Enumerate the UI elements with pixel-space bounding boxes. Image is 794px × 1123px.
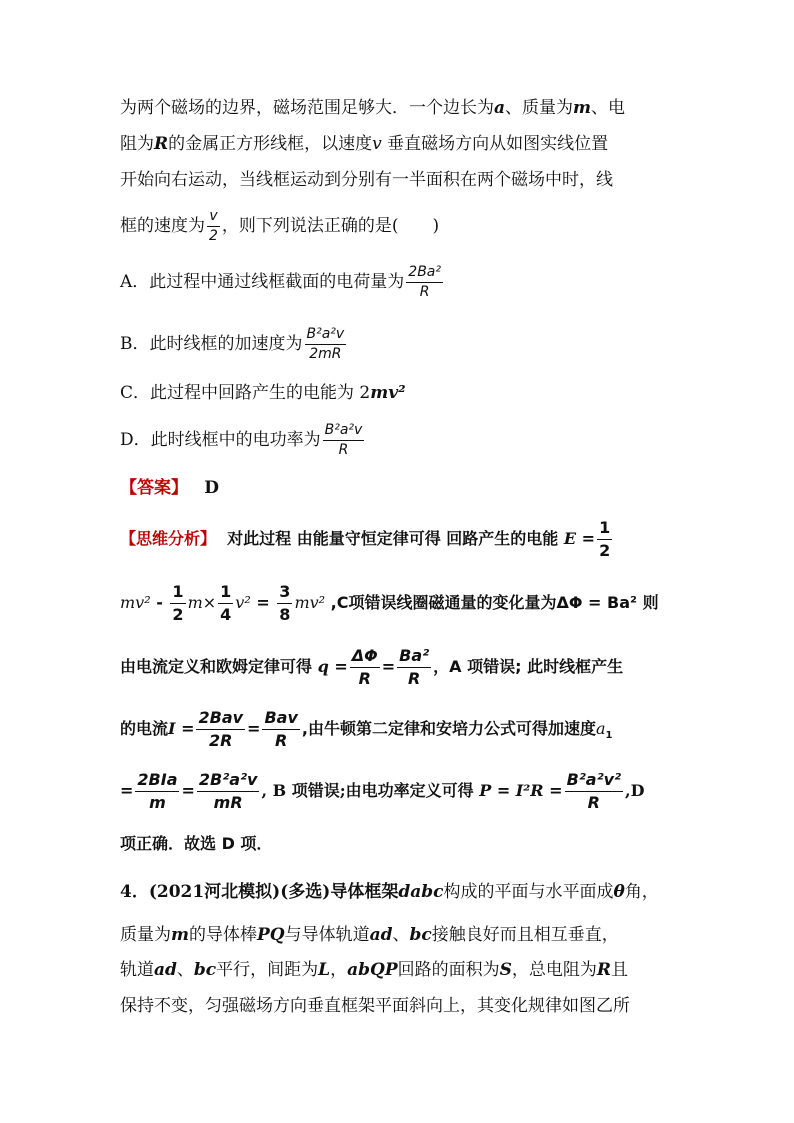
fraction (170, 582, 185, 625)
var-m: m (187, 593, 203, 612)
fraction-v-over-2 (207, 208, 220, 245)
numerator: B²a²v (305, 326, 347, 345)
text: 、电 (591, 98, 626, 118)
denominator: 2R (209, 731, 233, 750)
var: bc (193, 960, 217, 980)
problem-line-2 (120, 136, 608, 153)
var: abQP (347, 960, 398, 980)
text: 项正确．故选 D 项． (120, 834, 273, 853)
problem-line-4 (120, 208, 439, 245)
equals: = (334, 657, 348, 676)
expr: mv² (120, 593, 151, 612)
denominator: mR (213, 793, 243, 812)
fraction (397, 646, 431, 689)
text: ，则下列说法正确的是( ) (221, 216, 440, 236)
analysis-line-5 (120, 770, 644, 813)
fraction (277, 582, 292, 625)
denominator: 4 (220, 605, 232, 624)
times: × (202, 593, 217, 612)
text: ，A 项错误; 此时线框产生 (433, 657, 624, 676)
fraction (565, 770, 623, 813)
fraction (218, 582, 233, 625)
expr: I²R (515, 781, 544, 800)
fraction (350, 646, 380, 689)
text: , B 项错误;由电功率定义可得 (261, 781, 474, 800)
analysis-line-6 (120, 836, 272, 852)
text: 阻为 (120, 134, 154, 154)
var: dabc (398, 882, 444, 902)
numerator: 2Ba² (406, 264, 443, 283)
denominator: 2mR (309, 346, 342, 362)
text: 、 (392, 925, 410, 945)
var: S (499, 960, 512, 980)
denominator: R (419, 284, 430, 300)
fraction (597, 518, 612, 561)
text: 则 (642, 593, 659, 612)
var: L (318, 960, 331, 980)
option-A (120, 264, 445, 301)
var-I: I (168, 719, 176, 738)
fraction (262, 708, 299, 751)
denominator: 2 (209, 228, 218, 244)
equals: = (247, 719, 261, 738)
denominator: R (407, 669, 421, 688)
analysis-tag: 【思维分析】 (120, 529, 217, 548)
problem-line-3 (120, 172, 613, 189)
numerator: B²a²v (323, 422, 365, 441)
denominator: 8 (279, 605, 291, 624)
numerator: 2Bav (196, 708, 245, 730)
equals: = (181, 781, 195, 800)
text: 框的速度为 (120, 216, 205, 236)
subscript: 1 (605, 730, 613, 742)
text: 与导体轨道 (284, 925, 370, 945)
equals: = (120, 781, 134, 800)
text: ,由牛顿第二定律和安培力公式可得加速度 (301, 719, 596, 738)
text: 构成的平面与水平面成 (443, 882, 614, 902)
var-R: R (154, 134, 169, 154)
numerator: v (207, 208, 220, 227)
var-a: a (494, 98, 506, 118)
expr: mv² (294, 593, 326, 612)
var-E: E (563, 529, 577, 548)
text: ， (330, 960, 348, 980)
numerator: 1 (170, 582, 185, 604)
var-a: a (595, 719, 606, 738)
text: 垂直磁场方向从如图实线位置 (387, 134, 609, 154)
numerator: 1 (597, 518, 612, 540)
denominator: R (338, 442, 349, 458)
text: 的导体棒 (189, 925, 257, 945)
analysis-line-3 (120, 646, 623, 689)
fraction (135, 770, 179, 813)
var: m (171, 925, 189, 945)
equals: = (256, 593, 270, 612)
option-label: D．此时线框中的电功率为 (120, 430, 321, 450)
equals: = (381, 657, 396, 676)
var-m: m (573, 98, 592, 118)
text: 接触良好而且相互垂直， (431, 925, 619, 945)
analysis-line-2 (120, 582, 659, 625)
var: θ (613, 882, 625, 902)
text: 对此过程 由能量守恒定律可得 回路产生的电能 (227, 529, 559, 548)
q4-line-4 (120, 998, 630, 1015)
numerator: 2B²a²v (197, 770, 260, 792)
option-D (120, 422, 366, 459)
text: 的电流 (120, 719, 169, 738)
text: 且 (611, 960, 629, 980)
numerator: B²a²v² (565, 770, 623, 792)
denominator: 2 (599, 541, 611, 560)
equals: = (581, 529, 596, 548)
fraction (406, 264, 443, 301)
numerator: 3 (277, 582, 292, 604)
answer-line (120, 480, 219, 497)
text: 为两个磁场的边界，磁场范围足够大．一个边长为 (120, 98, 494, 118)
denominator: R (358, 669, 371, 688)
equals: = (549, 781, 563, 800)
numerator: Ba² (397, 646, 431, 668)
analysis-line-1 (120, 518, 614, 561)
numerator: 2BIa (135, 770, 179, 792)
text: 保持不变，匀强磁场方向垂直框架平面斜向上，其变化规律如图乙所 (120, 996, 630, 1016)
text: 、质量为 (505, 98, 574, 118)
fraction (305, 326, 347, 363)
var: R (596, 960, 612, 980)
text: ,D (625, 781, 645, 800)
text: 、 (176, 960, 194, 980)
text: ，总电阻为 (511, 960, 597, 980)
option-label: A．此过程中通过线框截面的电荷量为 (120, 272, 405, 292)
denominator: R (587, 793, 600, 812)
answer-tag: 【答案】 (120, 478, 188, 498)
answer-value: D (204, 478, 219, 498)
denominator: R (275, 731, 288, 750)
option-label: C．此过程中回路产生的电能为 2 (120, 383, 371, 403)
option-value: mv² (370, 383, 406, 403)
numerator: 1 (218, 582, 233, 604)
numerator: Bav (262, 708, 299, 730)
var-v: v (372, 134, 382, 154)
numerator: ΔΦ (350, 646, 380, 668)
fraction (323, 422, 365, 459)
text: 质量为 (120, 925, 171, 945)
analysis-line-4 (120, 708, 612, 751)
var: PQ (257, 925, 285, 945)
var-v: v² (235, 593, 251, 612)
var: ad (154, 960, 177, 980)
q4-line-1 (120, 884, 659, 901)
text: 4．(2021河北模拟)(多选)导体框架 (120, 882, 399, 902)
q4-line-2 (120, 927, 619, 944)
text: 开始向右运动，当线框运动到分别有一半面积在两个磁场中时，线 (120, 170, 613, 190)
text: 轨道 (120, 960, 154, 980)
equals: = (181, 719, 195, 738)
text: 回路的面积为 (397, 960, 500, 980)
var-q: q (317, 657, 329, 676)
option-C (120, 385, 406, 402)
text: 的金属正方形线框，以速度 (168, 134, 373, 154)
option-B (120, 326, 348, 363)
equals: = (496, 781, 511, 800)
text: ,C项错误线圈磁通量的变化量为ΔΦ = Ba² (330, 593, 637, 612)
var: bc (409, 925, 432, 945)
q4-line-3 (120, 962, 628, 979)
denominator: m (149, 793, 166, 812)
problem-line-1 (120, 100, 625, 117)
var: ad (369, 925, 393, 945)
text: 平行，间距为 (216, 960, 319, 980)
var-P: P (479, 781, 492, 800)
fraction (197, 770, 260, 813)
text: 由电流定义和欧姆定律可得 (120, 657, 313, 676)
denominator: 2 (172, 605, 184, 624)
fraction (196, 708, 245, 751)
minus: - (156, 593, 163, 612)
text: 角， (624, 882, 659, 902)
option-label: B．此时线框的加速度为 (120, 334, 303, 354)
